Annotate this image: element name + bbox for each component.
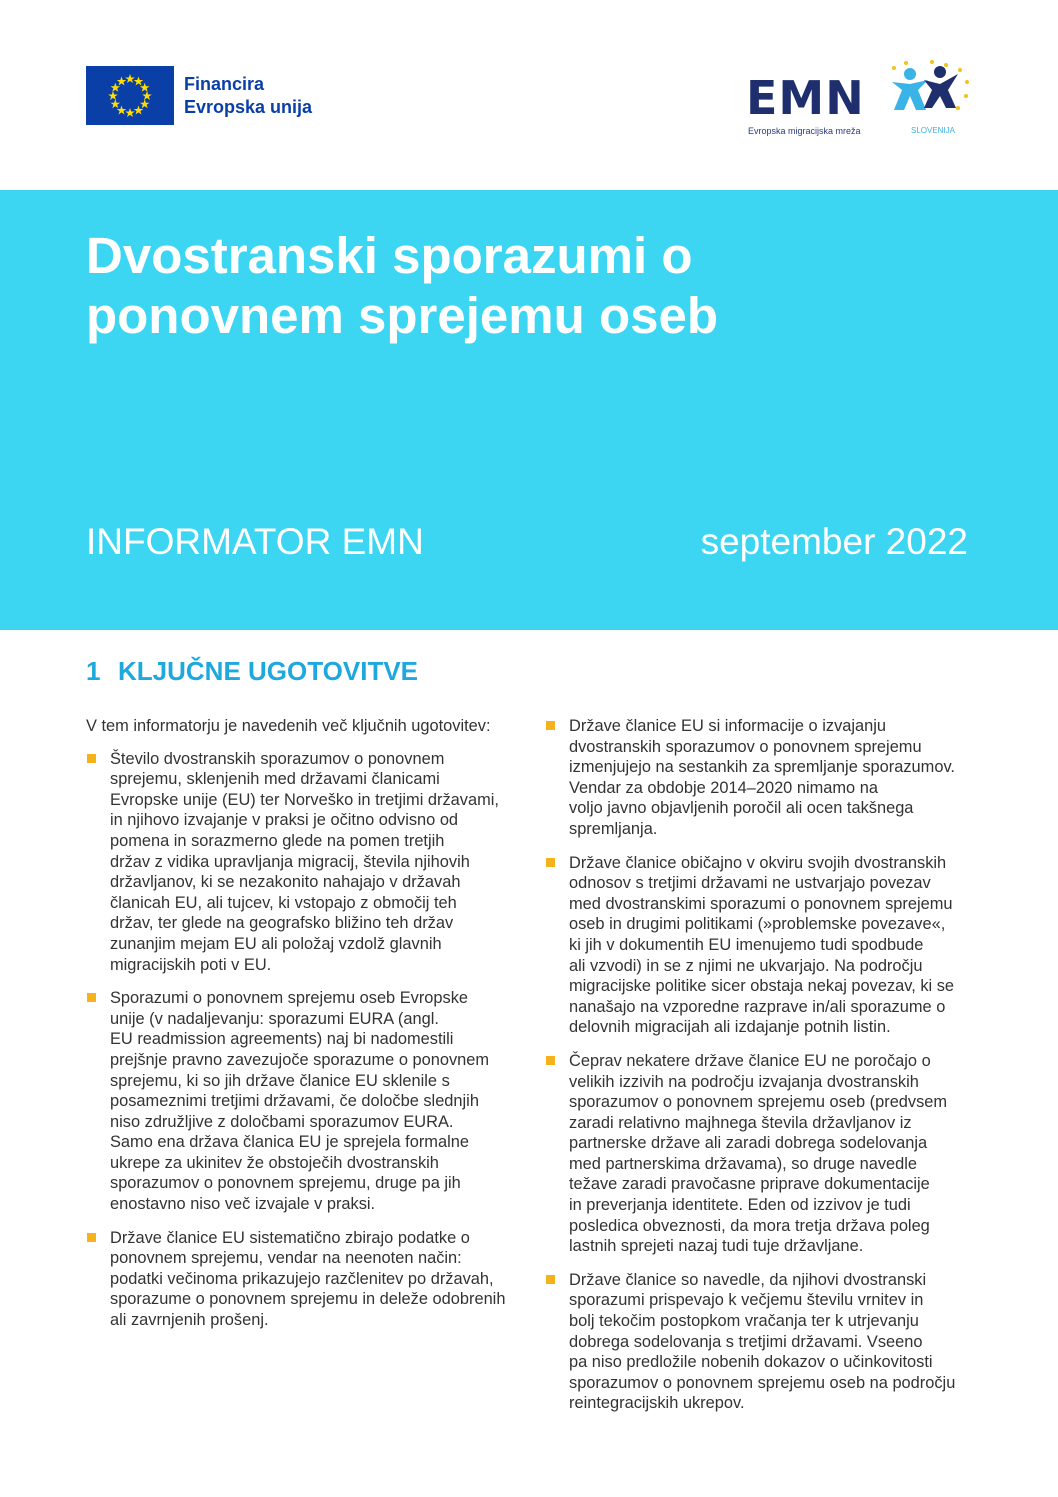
bullet-item [545,1270,977,1414]
title-line-2: ponovnem sprejemu oseb [86,287,718,344]
emn-figures-icon [884,60,976,122]
bullet-line: posledica obveznosti, da mora tretja država poleg [569,1216,930,1235]
bullet-line: EU readmission agreements) naj bi nadomestili [110,1030,454,1049]
bullet-line: oseb in drugimi politikami (»problemske povezave«, [569,915,946,934]
bullet-line: dvostranskih sporazumov o ponovnem sprejemu [569,737,922,756]
bullet-line: sporazumov o ponovnem sprejemu oseb (predvsem [569,1093,948,1112]
eu-text-line2: Evropska unija [184,96,313,117]
bullet-line: Države članice so navedle, da njihovi dvostranski [569,1270,927,1289]
bullet-item [545,716,977,840]
bullet-line: sporazumov o ponovnem sprejemu oseb na področju [569,1373,956,1392]
bullet-line: pa niso predložile nobenih dokazov o učinkovitosti [569,1353,933,1372]
bullet-line: Evropske unije (EU) ter Norveško in tretjimi državami, [110,790,499,809]
bullet-item [545,853,977,1038]
bullet-line: Države članice EU si informacije o izvajanju [569,717,887,735]
bullet-line: Sporazumi o ponovnem sprejemu oseb Evropske [110,989,469,1008]
bullet-line: unije (v nadaljevanju: sporazumi EURA (angl. [110,1009,439,1028]
bullet-line: sporazumi prispevajo k večjemu številu vrnitev in [569,1291,924,1310]
bullet-line: voljo javno objavljenih poročil ali ocen takšnega [569,799,914,818]
bullet-line: med dvostranskimi sporazumi o ponovnem sprejemu [569,894,953,913]
bullet-line: sprejemu, ki so jih države članice EU sklenile s [110,1071,450,1090]
bullet-line: držav z vidika upravljanja migracij, števila njihovih [110,852,470,871]
bullet-line: prejšnje pravno zavezujoče sporazume o ponovnem [110,1050,490,1069]
bullet-line: enostavno niso več izvajale v praksi. [110,1195,376,1214]
bullet-line: Samo ena država članica EU je sprejela formalne [110,1133,469,1152]
bullet-line: Število dvostranskih sporazumov o ponovnem [110,749,445,768]
bullet-line: Čeprav nekatere države članice EU ne poročajo o [569,1051,931,1070]
bullet-line: ki jih v dokumentih EU imenujemo tudi spodbude [569,935,924,954]
bullet-line: nanašajo na vzporedne razprave in/ali sporazume o [569,997,946,1016]
emn-subtitle: Evropska migracijska mreža [748,126,861,136]
bullet-line: odnosov s tretjimi državami ne ustvarjajo povezav [569,874,931,893]
bullet-line: partnerske države ali zaradi dobrega sodelovanja [569,1134,928,1153]
bullet-line: izmenjujejo na sestankih za spremljanje sporazumov. [569,758,955,777]
bullet-line: reintegracijskih ukrepov. [569,1394,745,1413]
bullet-line: ali vzvodi) in se z njimi ne ukvarjajo. Na področju [569,956,923,975]
bullet-line: in preverjanja identitete. Eden od izzivov je tudi [569,1196,911,1215]
section-title: KLJUČNE UGOTOVITVE [118,656,419,686]
bullet-line: državljanov, ki se nezakonito nahajajo v državah [110,873,461,892]
bullet-line: med partnerskima državama), so druge navedle [569,1154,918,1173]
document-title [86,226,846,346]
section-heading [86,655,418,687]
bullet-line: migracijskih poti v EU. [110,955,272,974]
bullet-line: ali zavrnjenih prošenj. [110,1311,269,1330]
eu-funding-text [184,73,312,119]
bullet-line: migracijske politike sicer obstaja nekaj povezav, ki se [569,977,955,996]
bullet-line: ukrepe za ukinitev že obstoječih dvostranskih [110,1153,439,1172]
left-bullet-list [86,749,518,1331]
bullet-line: pomena in sorazmerno glede na pomen tretjih [110,831,445,850]
intro-paragraph: V tem informatorju je navedenih več ključnih ugotovitev: [86,717,491,735]
right-bullet-list [545,716,977,1414]
publication-date: september 2022 [700,521,968,562]
title-line-1: Dvostranski sporazumi o [86,227,693,284]
section-number: 1 [86,656,101,686]
bullet-line: bolj tekočim postopkom vračanja ter k utrjevanju [569,1312,919,1331]
eu-funding-logo [86,66,312,125]
bullet-line: članicah EU, ali tujcev, ki vstopajo z območij teh [110,893,457,912]
series-label: INFORMATOR EMN [86,521,424,562]
bullet-line: zaradi relativno majhnega števila državljanov iz [569,1113,912,1132]
bullet-line: Države članice EU sistematično zbirajo podatke o [110,1228,470,1247]
bullet-line: sprejemu, sklenjenih med državami članicami [110,770,440,789]
bullet-line: spremljanja. [569,819,658,838]
bullet-line: dobrega sodelovanja s tretjimi državami. Vseeno [569,1332,923,1351]
right-column [545,716,977,1427]
bullet-line: posameznimi tretjimi državami, če določbe slednjih [110,1092,479,1111]
bullet-line: zunanjim mejam EU ali položaj vzdolž glavnih [110,934,442,953]
bullet-line: lastnih sprejeti nazaj tudi tuje državljane. [569,1237,864,1256]
bullet-item [86,988,518,1215]
bullet-line: velikih izzivih na področju izvajanja dvostranskih [569,1072,919,1091]
bullet-line: Države članice običajno v okviru svojih dvostranskih [569,853,947,872]
left-column [86,716,518,1344]
bullet-line: sporazume o ponovnem sprejemu in deleže odobrenih [110,1290,506,1309]
title-banner [0,190,1058,630]
bullet-line: ponovnem sprejemu, vendar na neenoten način: [110,1249,462,1268]
bullet-item [545,1051,977,1257]
bullet-line: in njihovo izvajanje v praksi je očitno odvisno od [110,811,459,830]
bullet-line: sporazumov o ponovnem sprejemu, druge pa jih [110,1174,461,1193]
bullet-item [86,1228,518,1331]
bullet-item [86,749,518,976]
emn-logo [746,60,976,138]
bullet-line: držav, ter glede na geografsko bližino teh držav [110,914,454,933]
eu-text-line1: Financira [184,73,265,94]
eu-flag-icon [86,66,174,125]
bullet-line: podatki večinoma prikazujejo razčlenitev po državah, [110,1269,494,1288]
emn-wordmark: EMN [746,71,865,125]
emn-country: SLOVENIJA [911,126,956,135]
bullet-line: delovnih migracijah ali izdajanje potnih listin. [569,1018,891,1037]
bullet-line: niso združljive z določbami sporazumov EURA. [110,1112,454,1131]
bullet-line: Vendar za obdobje 2014–2020 nimamo na [569,778,878,797]
bullet-line: težave zaradi pravočasne priprave dokumentacije [569,1175,930,1194]
